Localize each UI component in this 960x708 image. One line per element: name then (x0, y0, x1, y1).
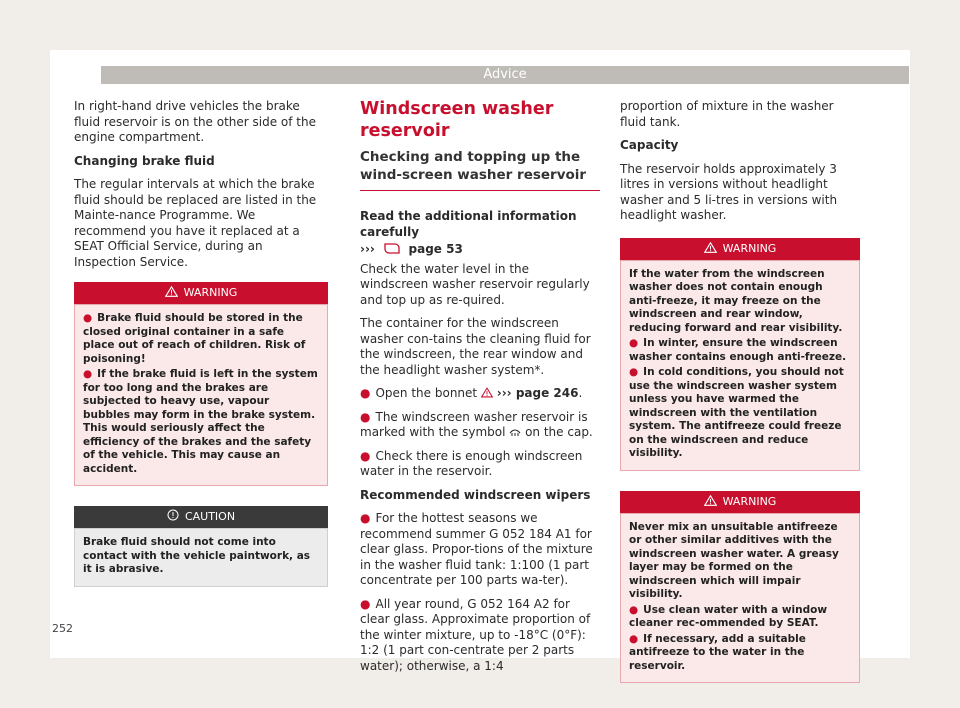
caution-text: Brake fluid should not come into contact with the vehicle paintwork, as it is abrasive. (83, 536, 311, 575)
bullet-icon: ● (629, 603, 639, 616)
warning-header (620, 238, 860, 260)
wipers-item: ● For the hottest seasons we recommend summer G 052 184 A1 for clear glass. Propor-tions of the mixture in the washer fluid tank: 1:100 (1 part concentrate per 100 parts wa-ter). (360, 511, 593, 587)
warning-item: ● In winter, ensure the windscreen washer contains enough anti-freeze. (629, 337, 847, 363)
capacity-text: The reservoir holds approximately 3 litres in versions without headlight washer and 5 li-tres in versions with headlight washer. (620, 161, 838, 222)
warning-body (620, 260, 860, 471)
bullet-icon: ● (629, 337, 639, 349)
change-text: The regular intervals at which the brake fluid should be replaced are listed in the Mainte-nance Programme. We recommend you have it replaced at a SEAT Official Service, during an Inspection Service. (74, 177, 317, 269)
bullet-icon: ● (629, 366, 639, 378)
bullet-open-bonnet: ● Open the bonnet ››› page 246. (360, 386, 583, 400)
column-left (74, 99, 328, 587)
warning-item: ● If necessary, add a suitable antifreeze to the water in the reservoir. (629, 632, 806, 672)
change-heading: Changing brake fluid (74, 153, 215, 168)
read-more: Read the additional information carefully (360, 209, 577, 239)
read-more-ref[interactable]: ››› page 53 (360, 242, 463, 256)
info-circle-icon (167, 509, 179, 521)
warning-item: ● If the brake fluid is left in the system for too long and the brakes are subjected to heavy use, vapour bubbles may form in the brake system. This would seriously affect the efficiency of the brakes and the safety of the vehicle. This may cause an accident. (83, 368, 318, 475)
continued-text: proportion of mixture in the washer fluid tank. (620, 99, 834, 129)
bullet-icon: ● (83, 312, 93, 324)
warning-triangle-icon (704, 242, 717, 253)
title-rule (360, 190, 600, 191)
subsection-title: Checking and topping up the wind-screen washer reservoir (360, 149, 587, 183)
bullet-icon: ● (360, 448, 371, 463)
warning-label: WARNING (722, 494, 777, 508)
caution-box (74, 506, 328, 587)
warning-header (620, 491, 860, 513)
page-ref-link[interactable]: ››› page 246 (496, 386, 579, 400)
warning-header (74, 282, 328, 304)
capacity-heading: Capacity (620, 138, 679, 152)
washer-fluid-icon (509, 426, 521, 437)
warning-body (74, 304, 328, 486)
warning-label: WARNING (722, 241, 777, 255)
bullet-icon: ● (360, 511, 371, 525)
warning-box-freeze (620, 238, 860, 471)
warning-intro: Never mix an unsuitable antifreeze or other similar additives with the windscreen washer water. A greasy layer may be formed on the windscreen which will impair visibility. (629, 520, 839, 600)
warning-body (620, 513, 860, 684)
para-container: The container for the windscreen washer con-tains the cleaning fluid for the windscreen, the rear window and the headlight washer system*. (360, 316, 591, 377)
warning-box-brake (74, 282, 328, 486)
column-middle (360, 98, 600, 682)
para-check: Check the water level in the windscreen washer reservoir regularly and top up as re-quired. (360, 261, 590, 307)
bullet-icon: ● (83, 368, 93, 380)
chapter-header: Advice (101, 66, 909, 84)
section-title: Windscreen washer reservoir (360, 99, 554, 141)
wipers-heading: Recommended windscreen wipers (360, 487, 591, 502)
bullet-symbol: ● The windscreen washer reservoir is marked with the symbol on the cap. (360, 409, 593, 439)
warning-triangle-icon (481, 387, 493, 398)
wipers-item: ● All year round, G 052 164 A2 for clear glass. Approximate proportion of the winter mixture, up to -18°C (0°F): 1:2 (1 part con-centrate per 2 parts water); otherwise, a 1:4 (360, 596, 591, 673)
caution-body (74, 528, 328, 587)
bullet-icon: ● (629, 632, 639, 645)
column-right (620, 99, 860, 683)
warning-label: WARNING (183, 286, 238, 299)
book-reference-icon (383, 242, 401, 255)
warning-triangle-icon (165, 286, 178, 297)
warning-item: ● Use clean water with a window cleaner rec-ommended by SEAT. (629, 603, 828, 629)
warning-item: ● Brake fluid should be stored in the closed original container in a safe place out of reach of children. Risk of poisoning! (83, 312, 306, 365)
caution-header (74, 506, 328, 528)
caution-label: CAUTION (184, 510, 236, 523)
warning-box-antifreeze (620, 491, 860, 684)
bullet-icon: ● (360, 386, 371, 400)
intro-text: In right-hand drive vehicles the brake fluid reservoir is on the other side of the engine compartment. (74, 99, 317, 144)
bullet-check-water: ● Check there is enough windscreen water in the reservoir. (360, 448, 583, 478)
bullet-icon: ● (360, 409, 371, 424)
page-number: 252 (52, 622, 73, 635)
bullet-icon: ● (360, 596, 371, 611)
warning-triangle-icon (704, 495, 717, 506)
warning-item: ● In cold conditions, you should not use the windscreen washer system unless you have warmed the windscreen with the ventilation system. The antifreeze could freeze on the windscreen and reduce visibility. (629, 366, 844, 459)
warning-intro: If the water from the windscreen washer does not contain enough anti-freeze, it may freeze on the windscreen and rear window, reducing forward and rear visibility. (629, 267, 843, 334)
